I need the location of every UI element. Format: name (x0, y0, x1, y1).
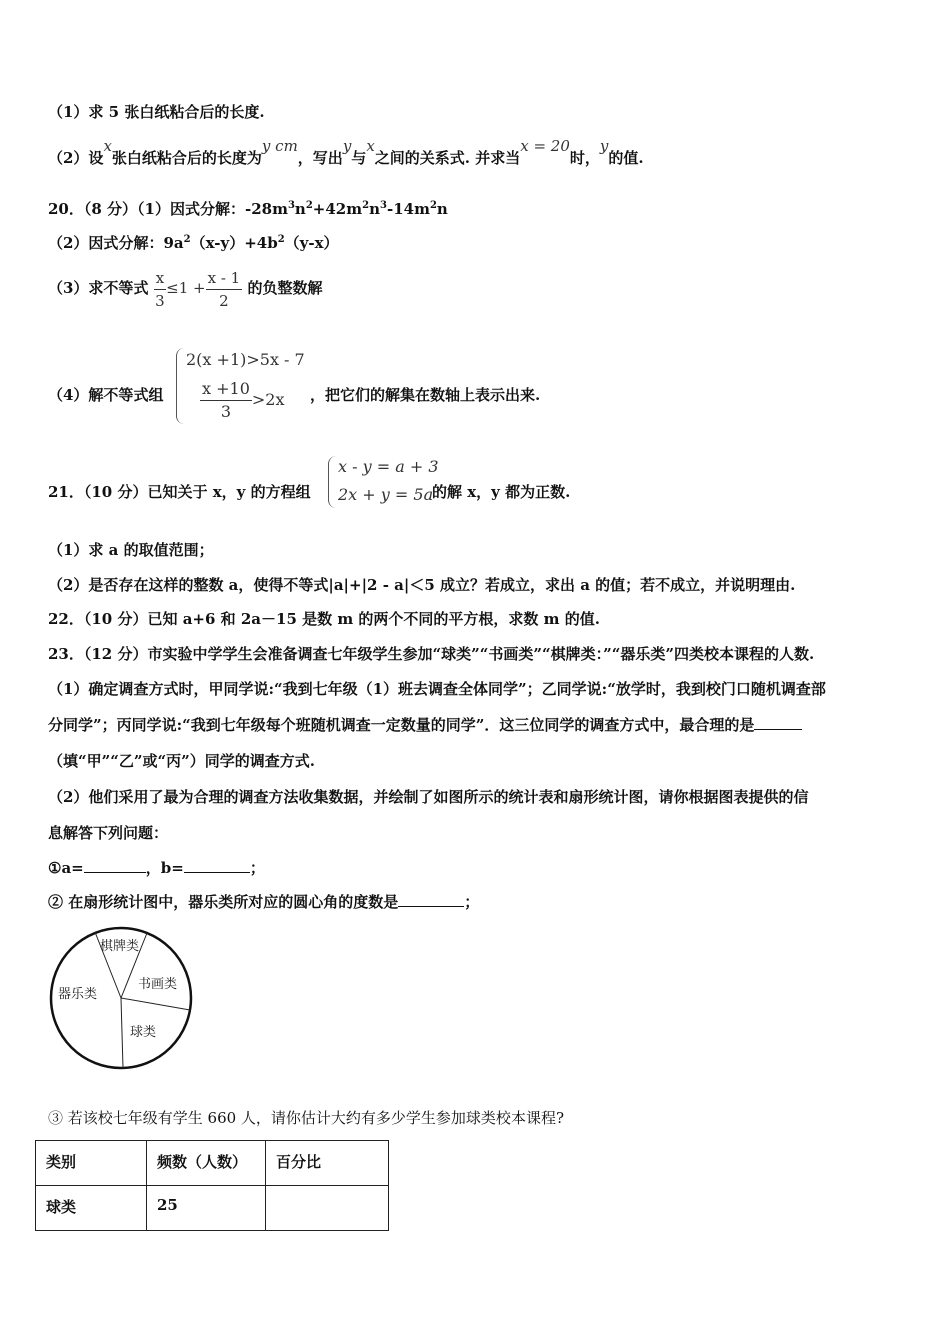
q20-t1: n (294, 200, 306, 218)
q19-p2-d: 与 (351, 149, 367, 167)
q23-sub3: ③ 若该校七年级有学生 660 人，请你估计大约有多少学生参加球类校本课程? (48, 1109, 564, 1127)
pie-divider-3 (121, 998, 190, 1010)
q23-sub2 (48, 892, 479, 912)
q21-head: 21．（10 分）已知关于 x，y 的方程组 (48, 483, 311, 501)
q20-p3-b: 的负整数解 (247, 279, 323, 297)
q23-p2-line1: （2）他们采用了最为合理的调查方法收集数据，并绘制了如图所示的统计表和扇形统计图，请你根据图表提供的信 (48, 788, 809, 806)
q20-p2-c: （y-x） (284, 234, 339, 252)
table-header-category: 类别 (36, 1141, 147, 1186)
q20-p4-brace (176, 348, 185, 424)
q23-p1-l2-text: 分同学”；丙同学说:“我到七年级每个班随机调查一定数量的同学”．这三位同学的调查方式中，最合理的是 (48, 716, 755, 734)
q21-eq2: 2x + y = 5a (338, 485, 434, 504)
q23-sub1 (48, 858, 265, 878)
q20-t4: -14m (386, 200, 430, 218)
q19-part1: （1）求 5 张白纸粘合后的长度. (48, 103, 265, 121)
q19-part2 (48, 137, 644, 168)
pie-label-shuhua: 书画类 (138, 977, 178, 992)
q19-var-ycm: y cm (261, 137, 298, 155)
q19-p2-e: 之间的关系式. 并求当 (374, 149, 521, 167)
pie-chart (40, 922, 200, 1072)
q21-tail: 的解 x，y 都为正数. (432, 483, 571, 501)
q20-p3-frac2-den: 2 (219, 291, 229, 310)
q20-p4-eq2 (200, 378, 284, 423)
q20-part2 (48, 230, 339, 253)
table-header-percent: 百分比 (266, 1141, 389, 1186)
q23-s2-text: ② 在扇形统计图中，器乐类所对应的圆心角的度数是 (48, 893, 399, 911)
q22-text: 22．（10 分）已知 a+6 和 2a－15 是数 m 的两个不同的平方根，求数 m 的值. (48, 610, 600, 628)
pie-label-qiyue: 器乐类 (58, 987, 98, 1002)
q19-var-x: x (103, 137, 112, 155)
q20-sup4: 3 (380, 200, 387, 211)
q23-p1-line1: （1）确定调查方式时，甲同学说:“我到七年级（1）班去调查全体同学”；乙同学说:“放学时，我到校门口随机调查部 (48, 680, 826, 698)
q23-p2-line2: 息解答下列问题： (48, 824, 169, 842)
q23-p1-line3: （填“甲”“乙”或“丙”）同学的调查方式. (48, 752, 315, 770)
q20-sup2: 2 (305, 200, 313, 211)
q20-p3-frac2 (206, 267, 243, 312)
q20-sup5: 2 (429, 200, 437, 211)
q20-p4-frac-num: x +10 (200, 378, 252, 401)
q19-var-y: y (342, 137, 352, 155)
q20-p4-frac (200, 378, 252, 423)
q23-s1-a: ①a= (48, 859, 84, 877)
table-cell-percent (266, 1186, 389, 1231)
q20-p4-eq1: 2(x +1)>5x - 7 (186, 350, 305, 369)
q20-p4-a: （4）解不等式组 (48, 386, 164, 404)
q20-p3-mid: ≤1 + (166, 279, 206, 297)
stat-table (35, 1140, 389, 1231)
q20-p4-gt: >2x (251, 390, 285, 409)
q20-p4-b: ，把它们的解集在数轴上表示出来. (310, 386, 541, 404)
table-cell-category: 球类 (36, 1186, 147, 1231)
q23-s1-c: ； (249, 859, 265, 877)
q21-part2: （2）是否存在这样的整数 a，使得不等式|a|+|2 - a|＜5 成立？若成立，求出 a 的值；若不成立，并说明理由. (48, 576, 796, 594)
q23-s1-b: ，b= (145, 859, 184, 877)
q19-condition: x = 20 (520, 137, 570, 155)
q20-p3-frac1-den: 3 (155, 291, 165, 310)
q23-p1-line2 (48, 715, 802, 735)
table-cell-frequency: 25 (147, 1186, 266, 1231)
q20-p2-sup: 2 (183, 234, 191, 245)
q23-blank-b (184, 872, 250, 873)
q21-brace (328, 456, 337, 508)
q20-p4-frac-den: 3 (220, 402, 232, 421)
q20-t5: n (436, 200, 448, 218)
q20-p2-sup2: 2 (277, 234, 285, 245)
q23-s2-end: ； (464, 893, 480, 911)
table-header-row (36, 1141, 389, 1186)
q20-p3-a: （3）求不等式 (48, 279, 149, 297)
q19-var-y2: y (599, 137, 609, 155)
q20-p3-frac1-num: x (154, 267, 166, 290)
q20-sup1: 3 (287, 200, 295, 211)
q20-header (48, 196, 448, 219)
q20-t2: +42m (312, 200, 363, 218)
q23-blank-angle (398, 906, 464, 907)
table-header-frequency: 频数（人数） (147, 1141, 266, 1186)
q20-t3: n (369, 200, 380, 218)
q19-p2-g: 的值. (608, 149, 644, 167)
pie-label-qiu: 球类 (130, 1025, 157, 1040)
q20-sup3: 2 (362, 200, 370, 211)
q20-head: 20．（8 分）（1）因式分解：-28m (48, 200, 288, 218)
q19-var-x2: x (366, 137, 375, 155)
q23-p1-blank (754, 729, 802, 730)
q23-head: 23．（12 分）市实验中学学生会准备调查七年级学生参加“球类”“书画类”“棋牌类：”“器乐类”四类校本课程的人数. (48, 645, 815, 663)
q21-eq1: x - y = a + 3 (338, 457, 439, 476)
q20-p3-frac1 (154, 267, 166, 312)
table-row (36, 1186, 389, 1231)
pie-divider-4 (121, 998, 123, 1068)
q20-p2-b: （x-y）+4b (190, 234, 278, 252)
q19-p2-a: （2）设 (48, 149, 104, 167)
q20-p3-frac2-num: x - 1 (206, 267, 243, 290)
q19-p2-c: ，写出 (297, 149, 343, 167)
pie-label-qipai: 棋牌类 (100, 939, 140, 954)
q19-p2-b: 张白纸粘合后的长度为 (111, 149, 262, 167)
q21-part1: （1）求 a 的取值范围； (48, 541, 214, 559)
q23-blank-a (84, 872, 146, 873)
q20-p2-a: （2）因式分解：9a (48, 234, 184, 252)
q20-part3 (48, 264, 322, 312)
q19-p2-f: 时， (569, 149, 600, 167)
